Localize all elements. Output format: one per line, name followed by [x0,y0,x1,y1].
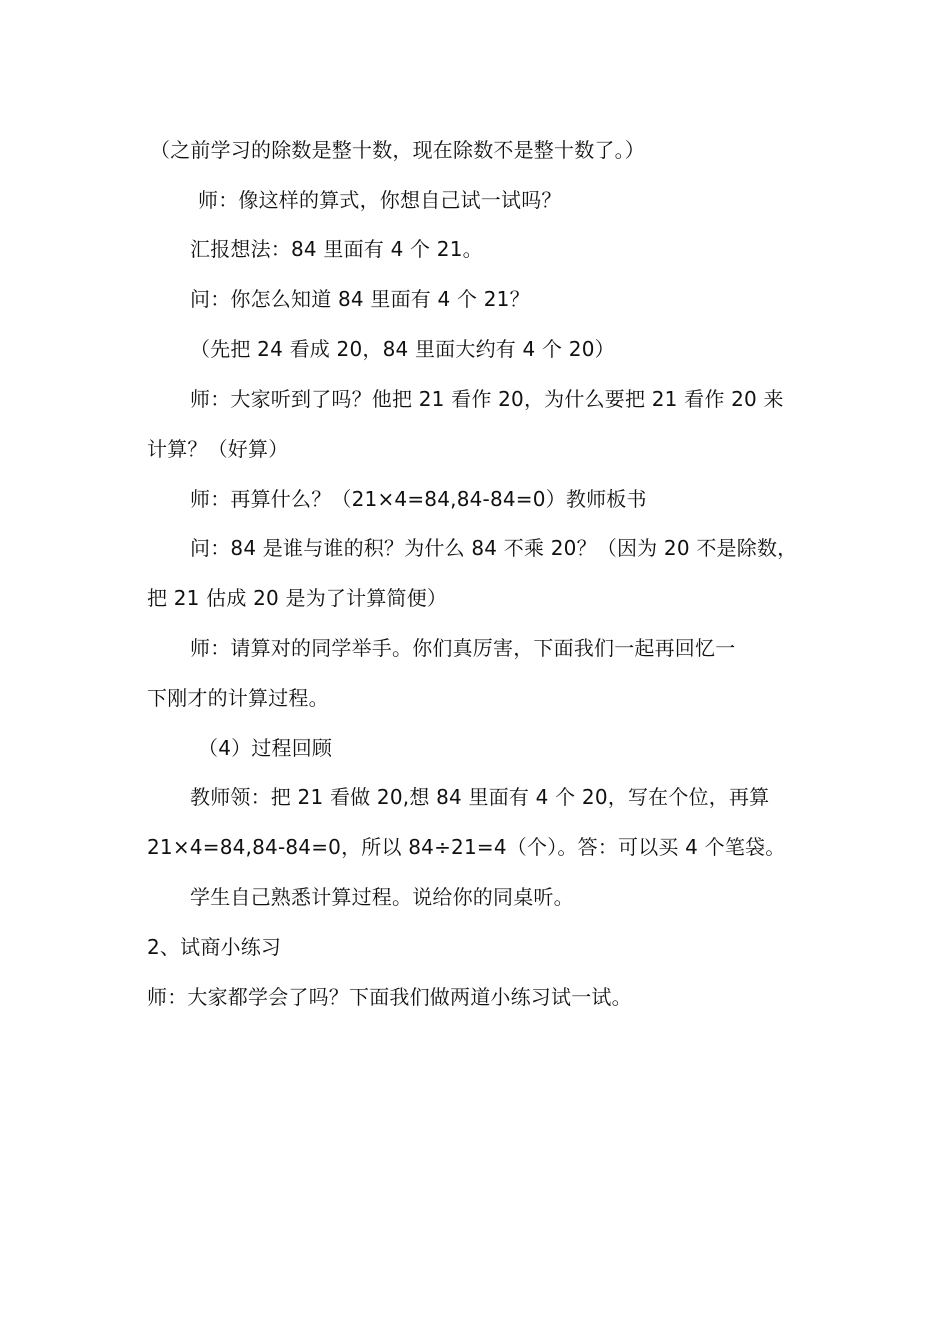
paragraph-line: 师：再算什么？（21×4=84,84-84=0）教师板书 [190,487,647,511]
paragraph-line: 21×4=84,84-84=0，所以 84÷21=4（个）。答：可以买 4 个笔袋。 [147,835,786,859]
paragraph-line: （之前学习的除数是整十数，现在除数不是整十数了。） [150,138,645,162]
paragraph-line: 学生自己熟悉计算过程。说给你的同桌听。 [190,885,574,909]
paragraph-line: 下刚才的计算过程。 [147,686,329,710]
paragraph-line: 师：请算对的同学举手。你们真厉害，下面我们一起再回忆一 [190,636,736,660]
paragraph-line: 师：大家听到了吗？他把 21 看作 20，为什么要把 21 看作 20 来 [190,387,784,411]
paragraph-line: （先把 24 看成 20，84 里面大约有 4 个 20） [190,337,615,361]
paragraph-line: 汇报想法：84 里面有 4 个 21。 [190,237,483,261]
paragraph-line: 把 21 估成 20 是为了计算简便） [147,586,448,610]
section-heading: （4）过程回顾 [198,736,333,760]
paragraph-line: 计算？（好算） [147,437,289,461]
section-heading: 2、试商小练习 [147,935,282,959]
paragraph-line: 教师领：把 21 看做 20,想 84 里面有 4 个 20，写在个位，再算 [190,785,770,809]
paragraph-line: 问：84 是谁与谁的积？为什么 84 不乘 20？（因为 20 不是除数， [190,536,798,560]
paragraph-line: 师：像这样的算式，你想自己试一试吗？ [198,188,562,212]
paragraph-line: 师：大家都学会了吗？下面我们做两道小练习试一试。 [147,985,632,1009]
paragraph-line: 问：你怎么知道 84 里面有 4 个 21？ [190,287,530,311]
